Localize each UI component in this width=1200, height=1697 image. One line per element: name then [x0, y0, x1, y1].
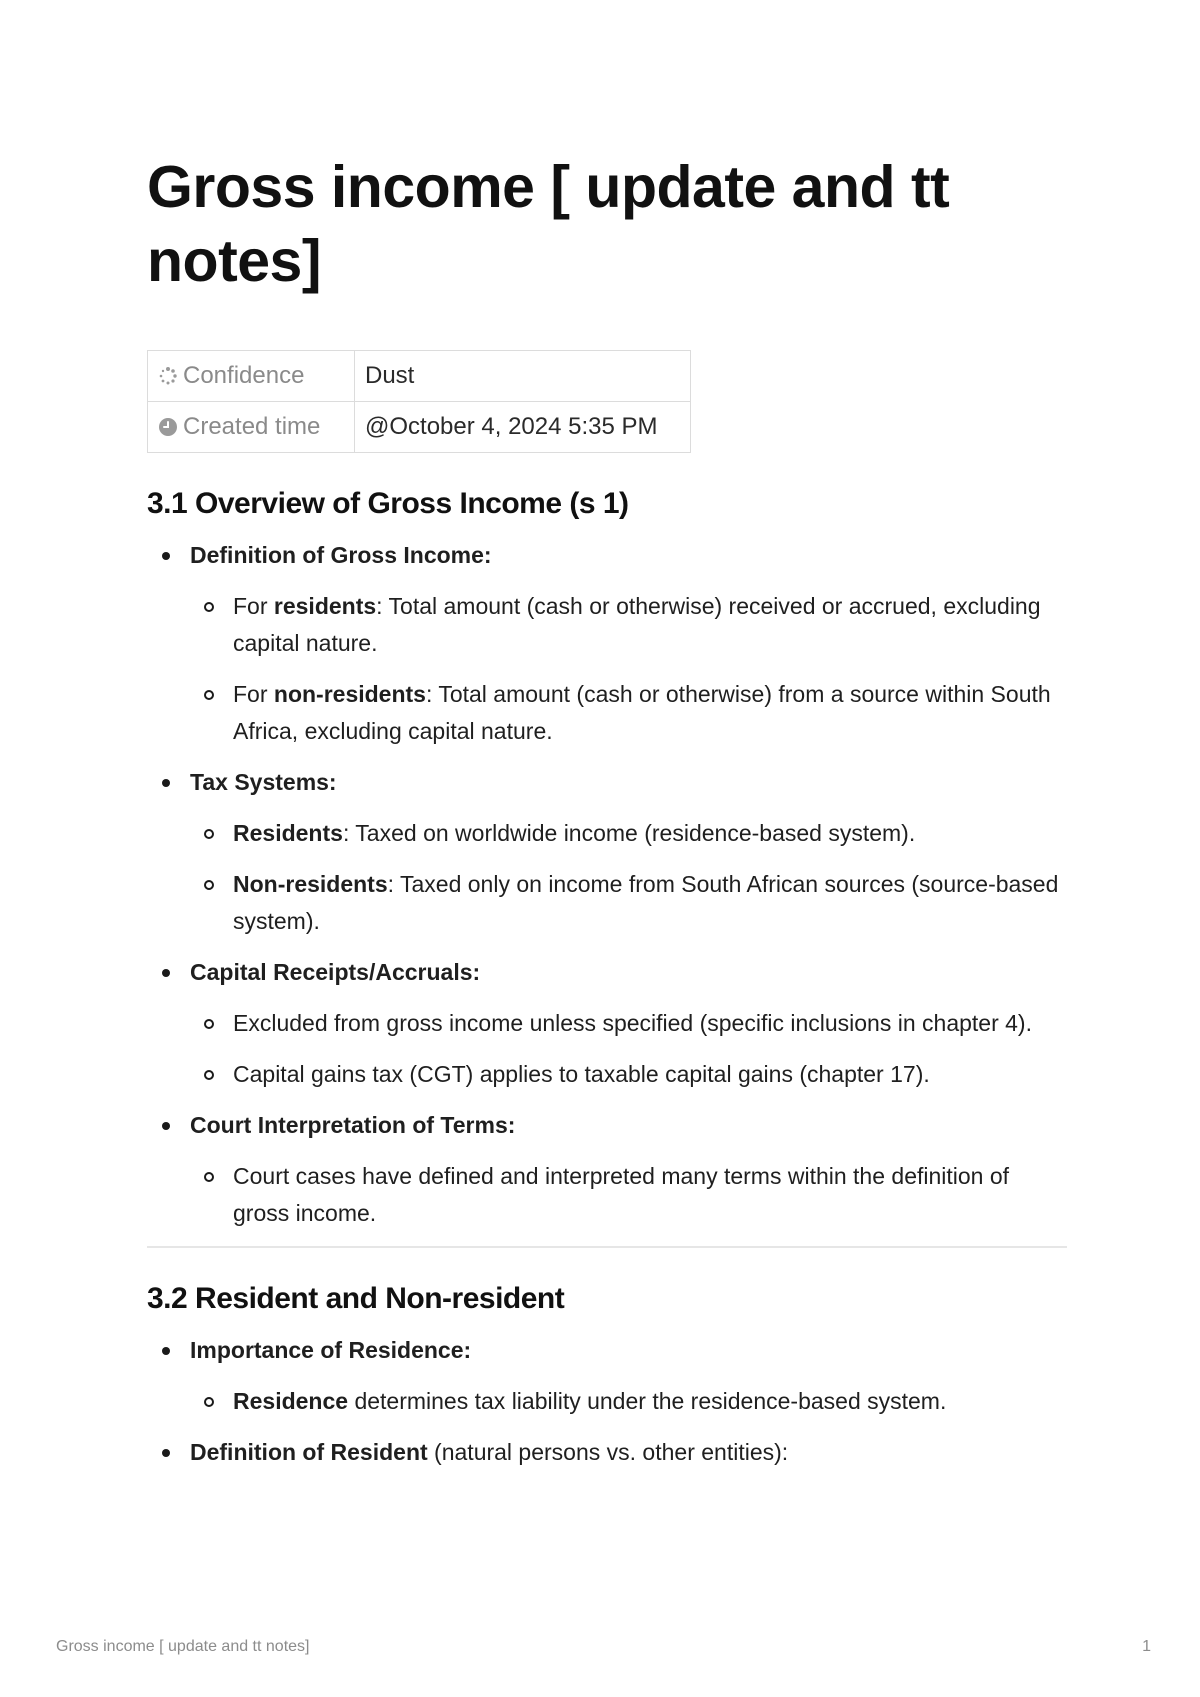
property-value[interactable]: Dust — [355, 351, 691, 402]
sub-list-item: Court cases have defined and interpreted many terms within the definition of gross income. — [190, 1158, 1067, 1232]
property-value[interactable]: @October 4, 2024 5:35 PM — [355, 402, 691, 453]
item-text: : Total amount (cash or otherwise) received or accrued, excluding capital nature. — [233, 593, 1041, 656]
section-divider — [147, 1246, 1067, 1248]
bullet-list — [147, 537, 1067, 1232]
property-key-cell — [148, 402, 355, 453]
property-key: Created time — [183, 413, 321, 440]
property-row-created-time — [148, 402, 691, 453]
list-item-label: Capital Receipts/Accruals: — [190, 959, 481, 985]
property-key-cell — [148, 351, 355, 402]
list-item — [147, 1332, 1067, 1420]
list-item — [147, 764, 1067, 940]
sub-list — [190, 815, 1067, 940]
list-item-label: Importance of Residence: — [190, 1337, 472, 1363]
sub-list-item: Excluded from gross income unless specified (specific inclusions in chapter 4). — [190, 1005, 1067, 1042]
list-item-label: Court Interpretation of Terms: — [190, 1112, 516, 1138]
sub-list-item — [190, 866, 1067, 940]
sub-list — [190, 1005, 1067, 1093]
property-row-confidence — [148, 351, 691, 402]
sub-list-item — [190, 676, 1067, 750]
item-bold-term: residents — [273, 593, 377, 619]
sub-list-item — [190, 588, 1067, 662]
list-item-label: Definition of Resident — [190, 1439, 428, 1465]
item-text: : Total amount (cash or otherwise) from a source within South Africa, excluding capital nature. — [233, 681, 1051, 744]
page-title: Gross income [ update and tt notes] — [147, 154, 950, 294]
sub-list-item — [190, 1383, 1067, 1420]
sub-list — [190, 588, 1067, 750]
clock-icon — [158, 416, 178, 436]
document-page — [147, 150, 1067, 1471]
properties-table — [147, 350, 691, 453]
item-text: (natural persons vs. other entities): — [427, 1439, 789, 1465]
item-text: For — [233, 593, 274, 619]
property-key: Confidence — [183, 362, 305, 389]
list-item-label: Definition of Gross Income: — [190, 542, 492, 568]
list-item — [147, 1107, 1067, 1232]
item-bold-term: Residents — [233, 820, 343, 846]
item-text: : Taxed only on income from South African sources (source-based system). — [233, 871, 1059, 934]
list-item — [147, 537, 1067, 750]
sub-list-item: Capital gains tax (CGT) applies to taxable capital gains (chapter 17). — [190, 1056, 1067, 1093]
sub-list — [190, 1383, 1067, 1420]
item-text: determines tax liability under the residence-based system. — [348, 1388, 947, 1414]
list-item — [147, 954, 1067, 1093]
sub-list-item — [190, 815, 1067, 852]
bullet-list — [147, 1332, 1067, 1471]
sub-list — [190, 1158, 1067, 1232]
footer-title: Gross income [ update and tt notes] — [56, 1638, 310, 1655]
loading-icon — [158, 365, 178, 385]
section-heading-3-1: 3.1 Overview of Gross Income (s 1) — [147, 487, 629, 520]
page-number: 1 — [1142, 1638, 1151, 1655]
item-bold-term: non-residents — [273, 681, 426, 707]
item-bold-term: Non-residents — [233, 871, 388, 897]
item-text: For — [233, 681, 274, 707]
section-heading-3-2: 3.2 Resident and Non-resident — [147, 1282, 565, 1315]
item-text: : Taxed on worldwide income (residence-based system). — [342, 820, 916, 846]
item-bold-term: Residence — [233, 1388, 349, 1414]
list-item — [147, 1434, 1067, 1471]
list-item-label: Tax Systems: — [190, 769, 337, 795]
